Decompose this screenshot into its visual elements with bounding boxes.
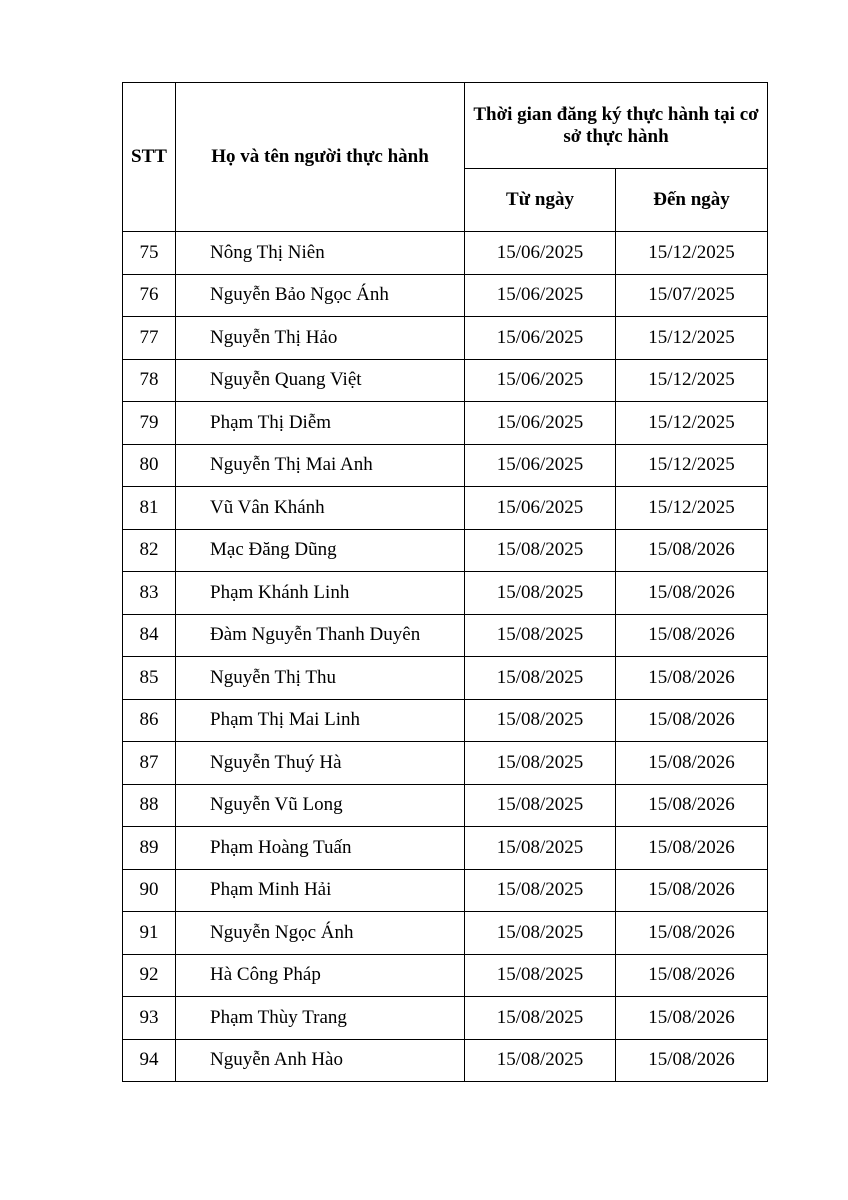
row-stt: 91	[123, 912, 176, 955]
header-from-date: Từ ngày	[465, 169, 616, 232]
row-from-date: 15/06/2025	[465, 487, 616, 530]
row-to-date: 15/12/2025	[616, 444, 768, 487]
row-stt: 83	[123, 572, 176, 615]
row-from-date: 15/08/2025	[465, 997, 616, 1040]
table-row	[123, 317, 768, 360]
row-name: Nguyễn Vũ Long	[176, 784, 465, 827]
row-name: Mạc Đăng Dũng	[176, 529, 465, 572]
row-to-date: 15/08/2026	[616, 954, 768, 997]
row-name: Nguyễn Bảo Ngọc Ánh	[176, 274, 465, 317]
row-name: Phạm Hoàng Tuấn	[176, 827, 465, 870]
table-row	[123, 359, 768, 402]
row-stt: 89	[123, 827, 176, 870]
row-to-date: 15/08/2026	[616, 614, 768, 657]
table-row	[123, 954, 768, 997]
row-name: Phạm Thùy Trang	[176, 997, 465, 1040]
row-from-date: 15/06/2025	[465, 402, 616, 445]
table-row	[123, 997, 768, 1040]
row-to-date: 15/12/2025	[616, 402, 768, 445]
table-row	[123, 402, 768, 445]
row-stt: 94	[123, 1039, 176, 1082]
row-from-date: 15/06/2025	[465, 274, 616, 317]
row-from-date: 15/08/2025	[465, 657, 616, 700]
row-stt: 79	[123, 402, 176, 445]
header-row-top	[123, 83, 768, 169]
row-to-date: 15/08/2026	[616, 699, 768, 742]
row-name: Nguyễn Thị Thu	[176, 657, 465, 700]
row-name: Phạm Khánh Linh	[176, 572, 465, 615]
table-row	[123, 657, 768, 700]
row-stt: 84	[123, 614, 176, 657]
row-from-date: 15/06/2025	[465, 444, 616, 487]
header-stt: STT	[123, 83, 176, 232]
row-from-date: 15/08/2025	[465, 699, 616, 742]
table-body	[123, 232, 768, 1082]
row-stt: 86	[123, 699, 176, 742]
header-period: Thời gian đăng ký thực hành tại cơ sở thực hành	[465, 83, 768, 169]
table-row	[123, 529, 768, 572]
row-name: Nguyễn Thuý Hà	[176, 742, 465, 785]
row-stt: 76	[123, 274, 176, 317]
table-row	[123, 912, 768, 955]
row-to-date: 15/08/2026	[616, 912, 768, 955]
practitioner-table	[122, 82, 768, 1082]
row-from-date: 15/08/2025	[465, 912, 616, 955]
row-name: Nguyễn Quang Việt	[176, 359, 465, 402]
row-to-date: 15/08/2026	[616, 827, 768, 870]
table-row	[123, 274, 768, 317]
table-row	[123, 742, 768, 785]
row-name: Nguyễn Thị Hảo	[176, 317, 465, 360]
table-row	[123, 699, 768, 742]
header-to-date: Đến ngày	[616, 169, 768, 232]
row-name: Đàm Nguyễn Thanh Duyên	[176, 614, 465, 657]
table-header	[123, 83, 768, 232]
row-name: Phạm Thị Diễm	[176, 402, 465, 445]
row-to-date: 15/08/2026	[616, 572, 768, 615]
row-from-date: 15/08/2025	[465, 572, 616, 615]
row-to-date: 15/12/2025	[616, 232, 768, 275]
row-name: Nông Thị Niên	[176, 232, 465, 275]
row-to-date: 15/08/2026	[616, 742, 768, 785]
row-to-date: 15/08/2026	[616, 869, 768, 912]
row-stt: 75	[123, 232, 176, 275]
table-row	[123, 1039, 768, 1082]
row-stt: 78	[123, 359, 176, 402]
row-stt: 88	[123, 784, 176, 827]
row-from-date: 15/08/2025	[465, 614, 616, 657]
row-from-date: 15/06/2025	[465, 317, 616, 360]
row-stt: 92	[123, 954, 176, 997]
row-to-date: 15/12/2025	[616, 359, 768, 402]
row-name: Phạm Thị Mai Linh	[176, 699, 465, 742]
row-to-date: 15/08/2026	[616, 997, 768, 1040]
table-row	[123, 869, 768, 912]
row-to-date: 15/08/2026	[616, 529, 768, 572]
row-from-date: 15/08/2025	[465, 1039, 616, 1082]
table-row	[123, 487, 768, 530]
row-to-date: 15/12/2025	[616, 317, 768, 360]
row-name: Nguyễn Ngọc Ánh	[176, 912, 465, 955]
row-stt: 90	[123, 869, 176, 912]
row-to-date: 15/08/2026	[616, 1039, 768, 1082]
row-stt: 82	[123, 529, 176, 572]
row-from-date: 15/06/2025	[465, 232, 616, 275]
row-to-date: 15/08/2026	[616, 784, 768, 827]
table-row	[123, 784, 768, 827]
row-name: Nguyễn Anh Hào	[176, 1039, 465, 1082]
row-stt: 81	[123, 487, 176, 530]
row-from-date: 15/08/2025	[465, 784, 616, 827]
table-row	[123, 232, 768, 275]
row-name: Hà Công Pháp	[176, 954, 465, 997]
row-stt: 87	[123, 742, 176, 785]
row-stt: 77	[123, 317, 176, 360]
row-stt: 80	[123, 444, 176, 487]
row-name: Phạm Minh Hải	[176, 869, 465, 912]
row-from-date: 15/08/2025	[465, 742, 616, 785]
row-to-date: 15/07/2025	[616, 274, 768, 317]
row-from-date: 15/06/2025	[465, 359, 616, 402]
table-row	[123, 444, 768, 487]
row-to-date: 15/08/2026	[616, 657, 768, 700]
row-name: Nguyễn Thị Mai Anh	[176, 444, 465, 487]
row-from-date: 15/08/2025	[465, 529, 616, 572]
row-from-date: 15/08/2025	[465, 869, 616, 912]
row-name: Vũ Vân Khánh	[176, 487, 465, 530]
row-stt: 85	[123, 657, 176, 700]
table-row	[123, 614, 768, 657]
row-from-date: 15/08/2025	[465, 827, 616, 870]
row-from-date: 15/08/2025	[465, 954, 616, 997]
row-to-date: 15/12/2025	[616, 487, 768, 530]
row-stt: 93	[123, 997, 176, 1040]
header-name: Họ và tên người thực hành	[176, 83, 465, 232]
table-row	[123, 827, 768, 870]
table-row	[123, 572, 768, 615]
